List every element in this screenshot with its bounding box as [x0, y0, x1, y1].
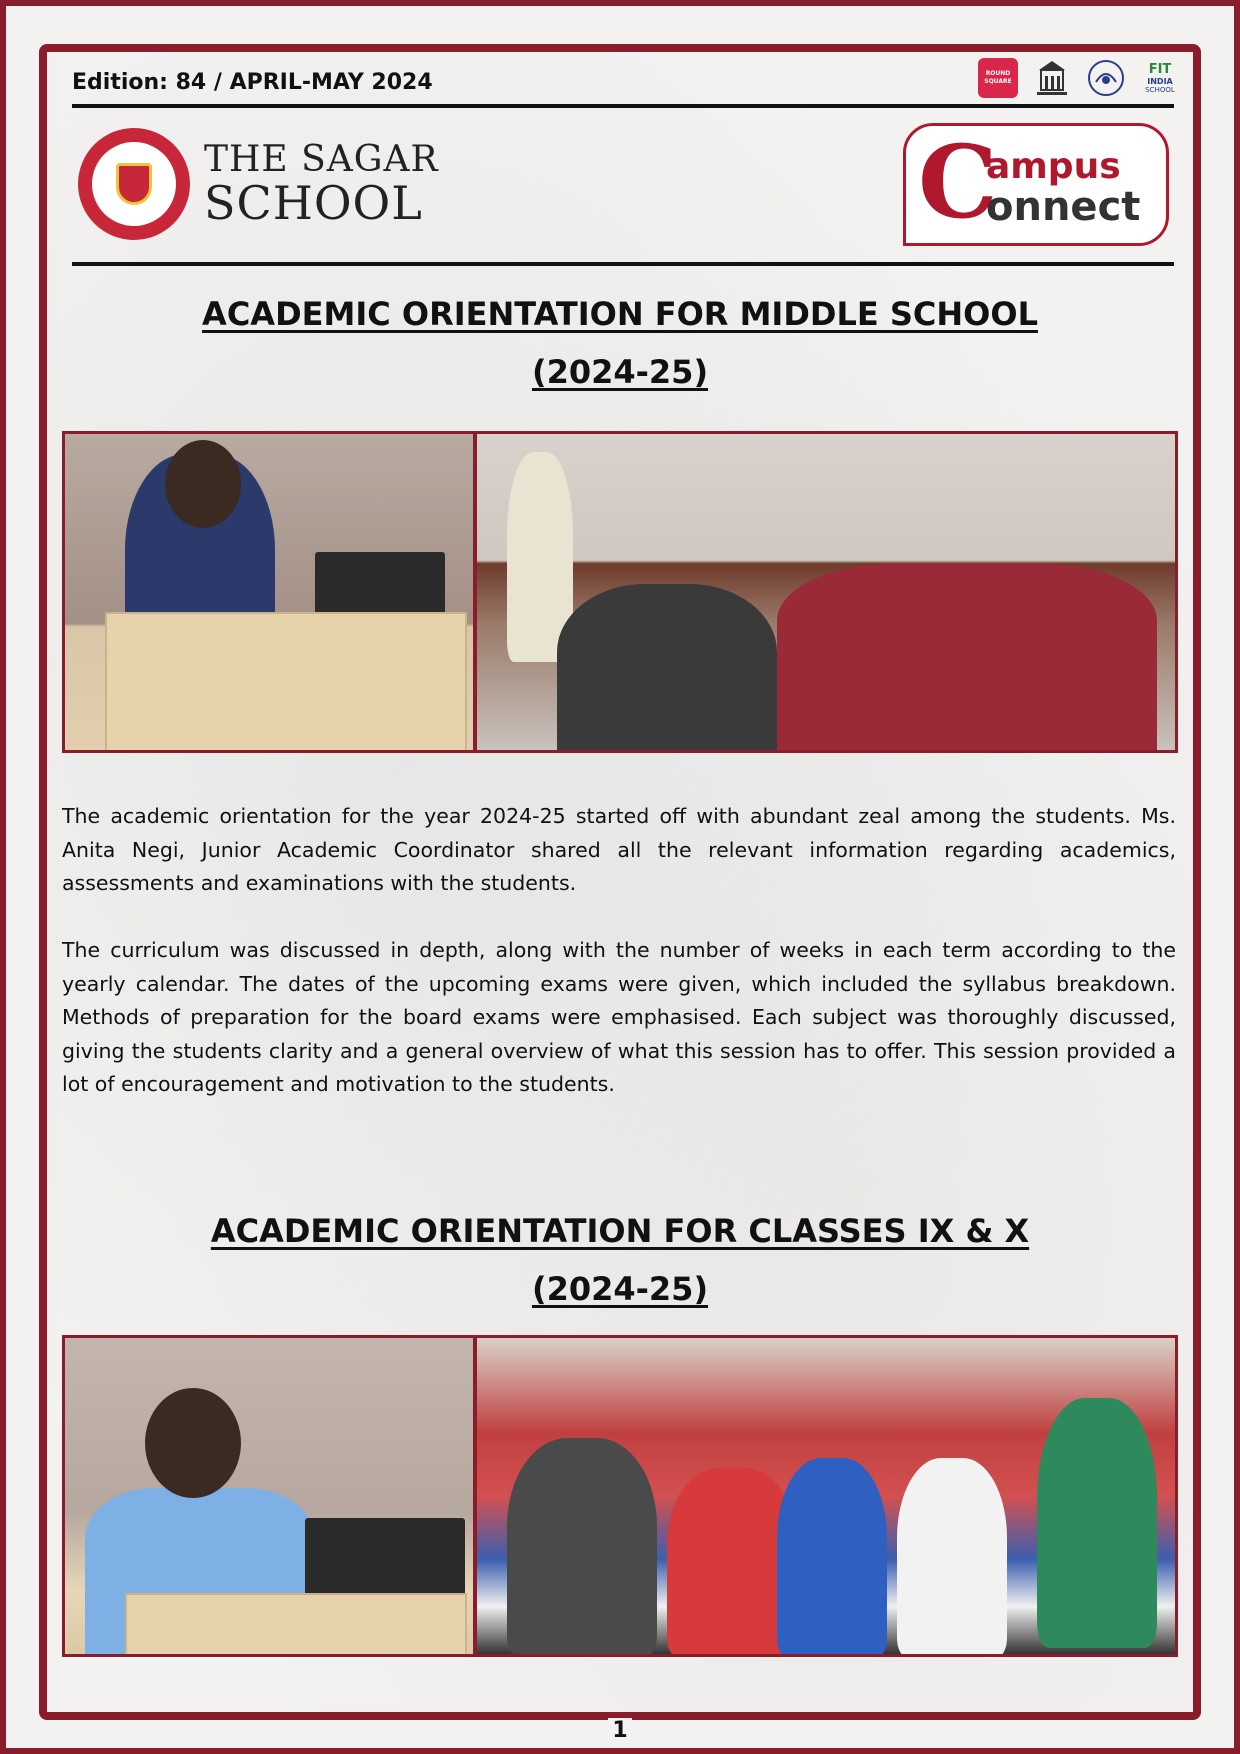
section2-year: (2024-25) — [531, 1270, 709, 1308]
students-photo — [477, 1338, 1175, 1654]
campus-connect-logo: C ampus onnect — [903, 123, 1169, 246]
school-logo — [78, 128, 439, 240]
fit-india-school-logo: FIT INDIA SCHOOL — [1145, 61, 1175, 94]
speaker-photo — [65, 434, 473, 750]
edition-label: Edition: 84 / APRIL-MAY 2024 — [72, 70, 433, 95]
section1-title: ACADEMIC ORIENTATION FOR MIDDLE SCHOOL — [202, 295, 1038, 333]
audience-photo — [477, 434, 1175, 750]
page-number: 1 — [608, 1718, 632, 1743]
speaker-photo-2 — [65, 1338, 473, 1654]
header-rule-bottom — [72, 262, 1174, 266]
school-seal-icon — [78, 128, 190, 240]
partner-logos — [978, 56, 1180, 100]
round-square-logo: ROUND SQUARE — [978, 58, 1018, 98]
section1-year: (2024-25) — [531, 353, 709, 391]
section1-photos — [62, 431, 1178, 753]
section2-title: ACADEMIC ORIENTATION FOR CLASSES IX & X — [210, 1212, 1030, 1250]
section1-paragraph-1: The academic orientation for the year 2024-25 started off with abundant zeal among the students. Ms. Anita Negi, Junior Academic Coordinator shared all the relevant information regarding academics, assessments and examinations with the students. — [62, 804, 1176, 895]
header-rule-top — [72, 104, 1174, 108]
international-award-logo — [1086, 58, 1126, 98]
section2-photos — [62, 1335, 1178, 1657]
heritage-school-logo — [1032, 58, 1072, 98]
section1-paragraph-2: The curriculum was discussed in depth, along with the number of weeks in each term according to the yearly calendar. The dates of the upcoming exams were given, which included the syllabus breakdown. Methods of preparation for the board exams were emphasised. Each subject was thoroughly discussed, giving the students clarity and a general overview of what this session has to offer. This session provided a lot of encouragement and motivation to the students. — [62, 938, 1176, 1096]
school-name: THE SAGAR SCHOOL — [204, 139, 439, 230]
